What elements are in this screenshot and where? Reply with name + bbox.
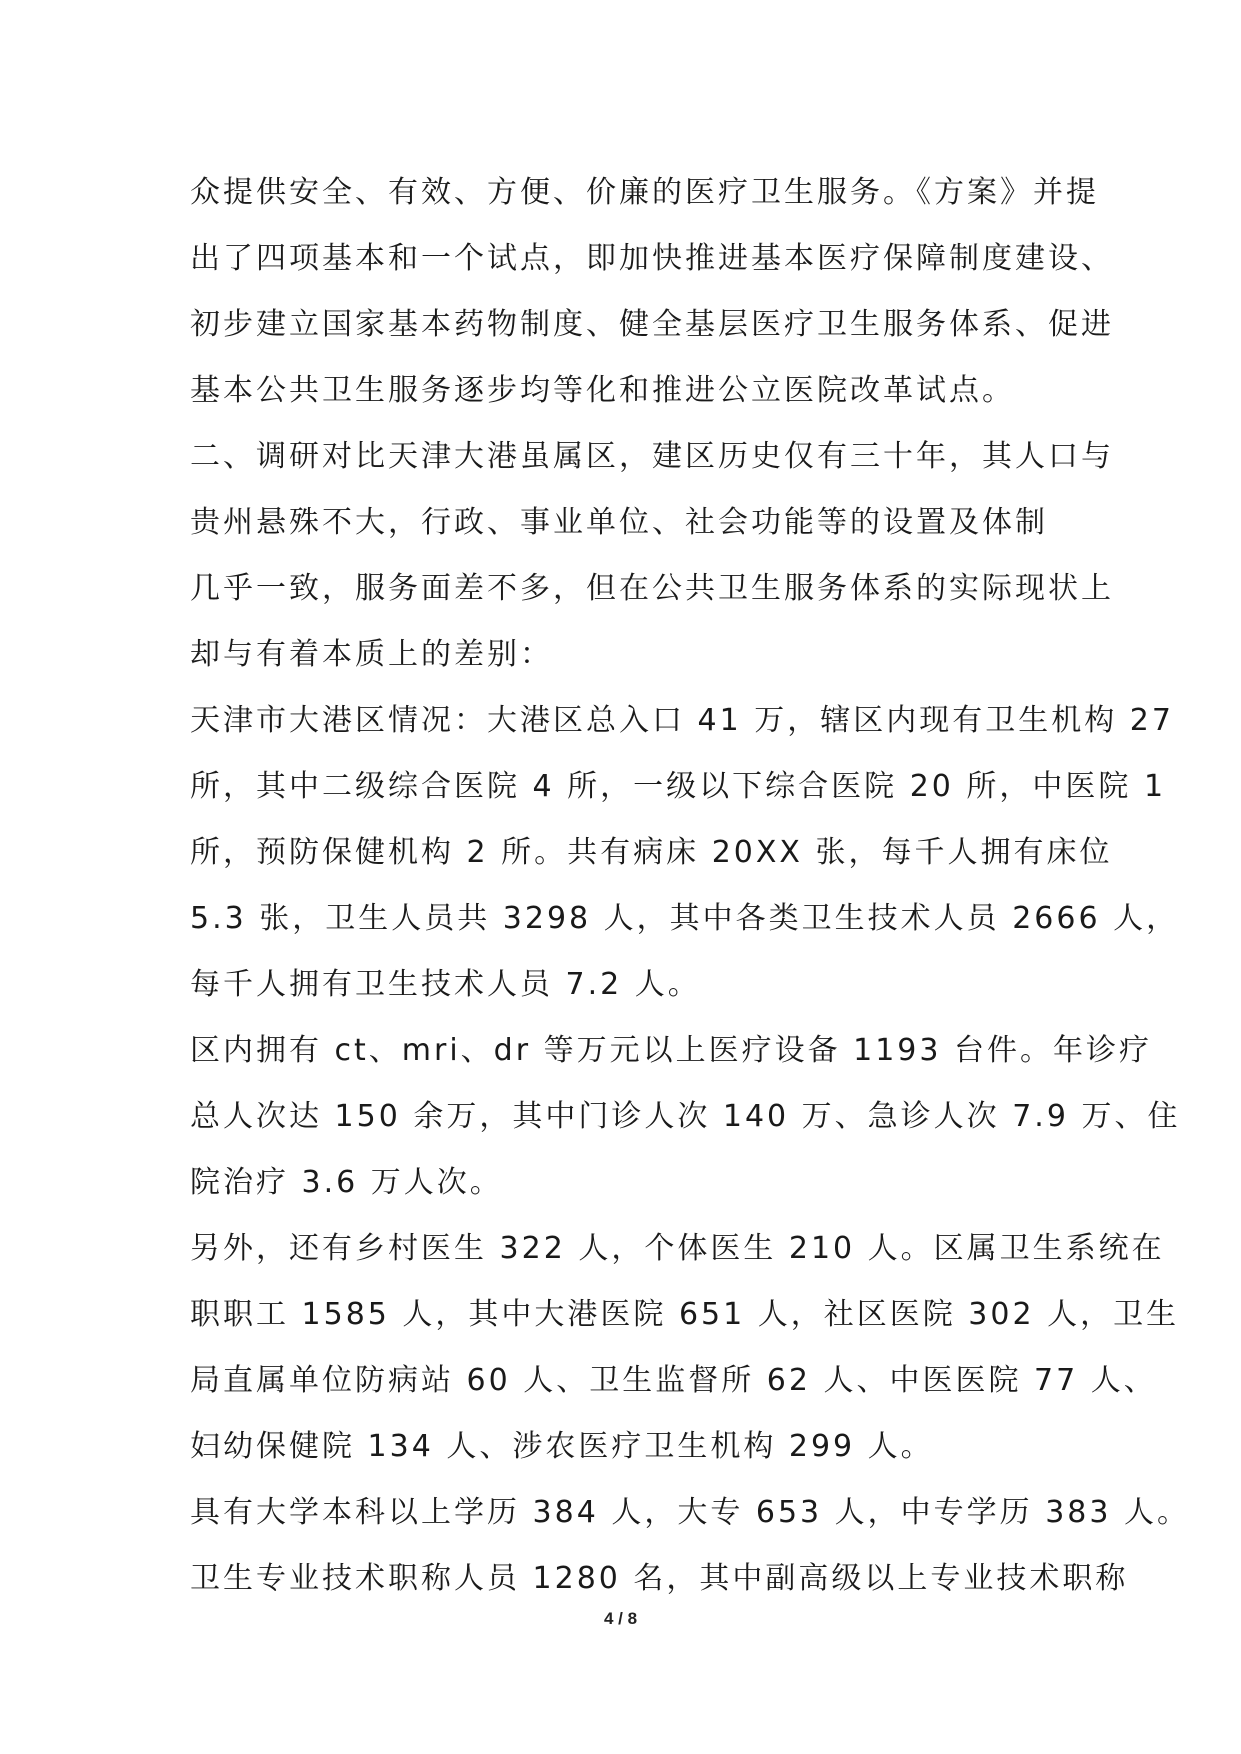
text-line: 另外，还有乡村医生 322 人，个体医生 210 人。区属卫生系统在 — [190, 1231, 1165, 1266]
text-line: 所，其中二级综合医院 4 所，一级以下综合医院 20 所，中医院 1 — [190, 769, 1167, 804]
text-line: 卫生专业技术职称人员 1280 名，其中副高级以上专业技术职称 — [190, 1561, 1129, 1596]
text-line: 几乎一致，服务面差不多，但在公共卫生服务体系的实际现状上 — [190, 571, 1114, 606]
text-line: 基本公共卫生服务逐步均等化和推进公立医院改革试点。 — [190, 373, 1015, 408]
text-line: 二、调研对比天津大港虽属区，建区历史仅有三十年，其人口与 — [190, 439, 1114, 474]
text-line: 妇幼保健院 134 人、涉农医疗卫生机构 299 人。 — [190, 1429, 934, 1464]
document-body — [190, 160, 1190, 1612]
text-line: 院治疗 3.6 万人次。 — [190, 1165, 503, 1200]
text-line: 区内拥有 ct、mri、dr 等万元以上医疗设备 1193 台件。年诊疗 — [190, 1033, 1153, 1068]
text-line: 总人次达 150 余万，其中门诊人次 140 万、急诊人次 7.9 万、住 — [190, 1099, 1181, 1134]
text-line: 具有大学本科以上学历 384 人，大专 653 人，中专学历 383 人。 — [190, 1495, 1190, 1530]
text-line: 众提供安全、有效、方便、价廉的医疗卫生服务。《方案》并提 — [190, 175, 1099, 210]
text-line: 职职工 1585 人，其中大港医院 651 人，社区医院 302 人，卫生 — [190, 1297, 1180, 1332]
text-line: 5.3 张，卫生人员共 3298 人，其中各类卫生技术人员 2666 人， — [190, 901, 1180, 936]
page-number: 4 / 8 — [603, 1609, 638, 1628]
text-line: 出了四项基本和一个试点，即加快推进基本医疗保障制度建设、 — [190, 241, 1114, 276]
text-line: 初步建立国家基本药物制度、健全基层医疗卫生服务体系、促进 — [190, 307, 1114, 342]
text-line: 所，预防保健机构 2 所。共有病床 20XX 张，每千人拥有床位 — [190, 835, 1113, 870]
text-line: 每千人拥有卫生技术人员 7.2 人。 — [190, 967, 701, 1002]
text-line: 天津市大港区情况：大港区总入口 41 万，辖区内现有卫生机构 27 — [190, 703, 1174, 738]
text-line: 贵州悬殊不大，行政、事业单位、社会功能等的设置及体制 — [190, 505, 1048, 540]
text-line: 却与有着本质上的差别： — [190, 637, 553, 672]
text-line: 局直属单位防病站 60 人、卫生监督所 62 人、中医医院 77 人、 — [190, 1363, 1157, 1398]
